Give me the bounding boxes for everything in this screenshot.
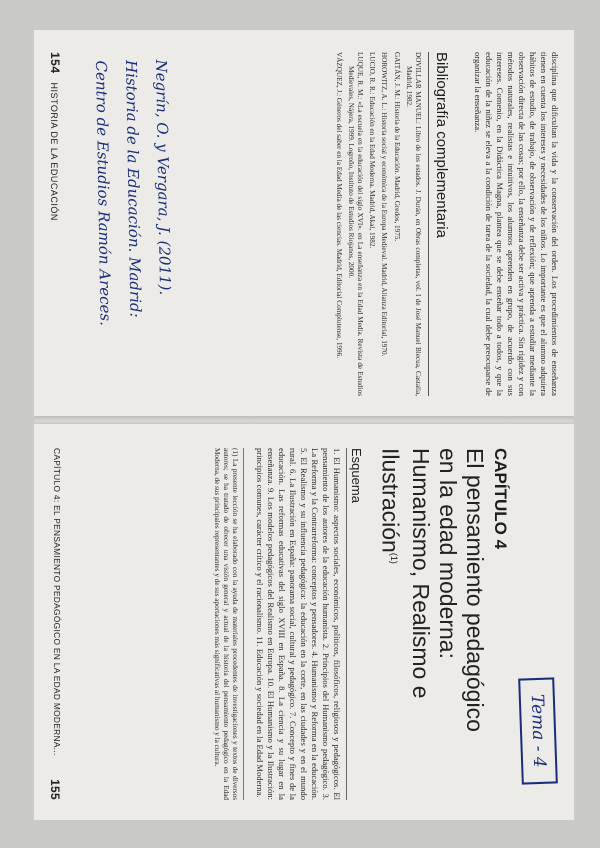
bibliography-list	[333, 52, 422, 396]
page-number: 155	[48, 779, 62, 800]
outline-body: 1. El Humanismo: aspectos sociales, económicos, políticos, filosóficos, religiosos y pedagógicos. El pensamiento de los autores de la educación humanista. 2. Principios del Humanismo pedagógico. 3. La Reforma y la Contrarreforma: conceptos y pensadores. 4. Humanismo y Reforma en la educación. 5. El Realismo y su influencia pedagógica: la educación en la corte, en las ciudades y en el mundo rural. 6. La Ilustración en España: panorama social, cultural y pedagógico. 7. Concepto y fines de la educación. Las reformas educativas del siglo XVIII en España. 8. La ciencia y su lugar en la enseñanza. 9. Los modelos pedagógicos del Realismo en Europa. 10. El Humanismo y la Ilustración: principios comunes, carácter crítico y el racionalismo. 11. Educación y sociedad en la Edad Moderna.	[255, 448, 343, 800]
right-page	[34, 424, 574, 820]
bibliography-item: DOVILLAR MANUEL: Libro de los estados. J. Durán, en Obras completas, vol. I de José Manuel Blecua, Castalia, Madrid, 1982.	[404, 52, 422, 396]
handwritten-reference	[86, 59, 182, 401]
page-number: 154	[48, 52, 62, 74]
running-head: HISTORIA DE LA EDUCACIÓN	[49, 82, 59, 221]
right-page-footer	[48, 448, 62, 800]
bibliography-item: LUCIO, R. R.: Educación en la Edad Moderna. Madrid, Akal, 1982.	[368, 52, 377, 249]
footnote: (1) La presente lección se ha elaborado con la ayuda de materiales procedentes de investigaciones y textos de diversos autores; se ha tratado de ofrecer una visión general y actual de la historia del pensamiento pedagógico en la Edad Moderna, de sus principales representantes y de sus aportaciones más significativas al humanismo y la cultura.	[212, 448, 245, 800]
bibliography-heading: Bibliografía complementaria	[428, 52, 450, 396]
chapter-title-footnote-mark: (1)	[389, 552, 399, 564]
running-head: CAPÍTULO 4: EL PENSAMIENTO PEDAGÓGICO EN LA EDAD MODERNA...	[52, 448, 62, 756]
book-spread	[20, 24, 580, 824]
chapter-title-line: en la edad moderna:	[435, 448, 461, 659]
chapter-title-line	[376, 448, 434, 800]
handwritten-line: Negrín, O. y Vergara, J. (2011).	[152, 59, 175, 296]
handwritten-tema-box: Tema - 4	[518, 678, 558, 785]
chapter-label: CAPÍTULO 4	[491, 448, 510, 550]
bibliography-item: GAITÁN, J. M.: Historia de la Educación. Madrid, Gredos, 1975.	[392, 52, 401, 242]
chapter-title	[376, 448, 488, 800]
handwritten-line: Centro de Estudios Ramón Areces.	[92, 60, 115, 327]
bibliography-item: VÁZQUEZ, J.: Géneros del saber en la Edad Media de las ciencias. Madrid, Editorial Complutense, 1996.	[334, 52, 343, 358]
left-page	[34, 30, 574, 418]
intro-paragraph: disciplina que dificultan la vida y la conservación del orden. Los procedimientos de enseñanza tienen en cuenta los intereses y necesidades de los niños. Lo importante es que el alumno adquiera hábitos de estudio, de trabajo, de observación y de reflexión; que aprenda a estudiar mediante la observación directa de las cosas; por ello, la enseñanza debe ser activa y práctica. Sin rigidez y con métodos naturales, realistas e intuitivos, los alumnos aprenden en grupo, de acuerdo con sus intereses. Comenio, en la Didáctica Magna, plantea que se debe enseñar todo a todos, y que la educación de la niñez se eleva a la condición de tarea de la sociedad, la cual debe preocuparse de organizar la enseñanza.	[473, 52, 560, 396]
chapter-title-line-text: Humanismo, Realismo e Ilustración	[377, 448, 434, 699]
left-page-footer	[48, 52, 62, 221]
bibliography-item: HOROWITZ, A. L.: Historia social y económica de la Europa Medieval. Madrid, Alianza Editorial, 1970.	[380, 52, 389, 357]
chapter-title-line: El pensamiento pedagógico	[462, 448, 488, 732]
outline-heading: Esquema	[346, 448, 364, 800]
handwritten-line: Historia de la Educación. Madrid:	[122, 59, 145, 318]
bibliography-item: LUQUE, R. M.: «La escuela en la educación del siglo XVI». en La enseñanza en la Edad Media. Revista de Estudios Medievales, Nájera, 1999. Logroño, Instituto de Estudios Riojanos, 2000.	[346, 52, 364, 396]
